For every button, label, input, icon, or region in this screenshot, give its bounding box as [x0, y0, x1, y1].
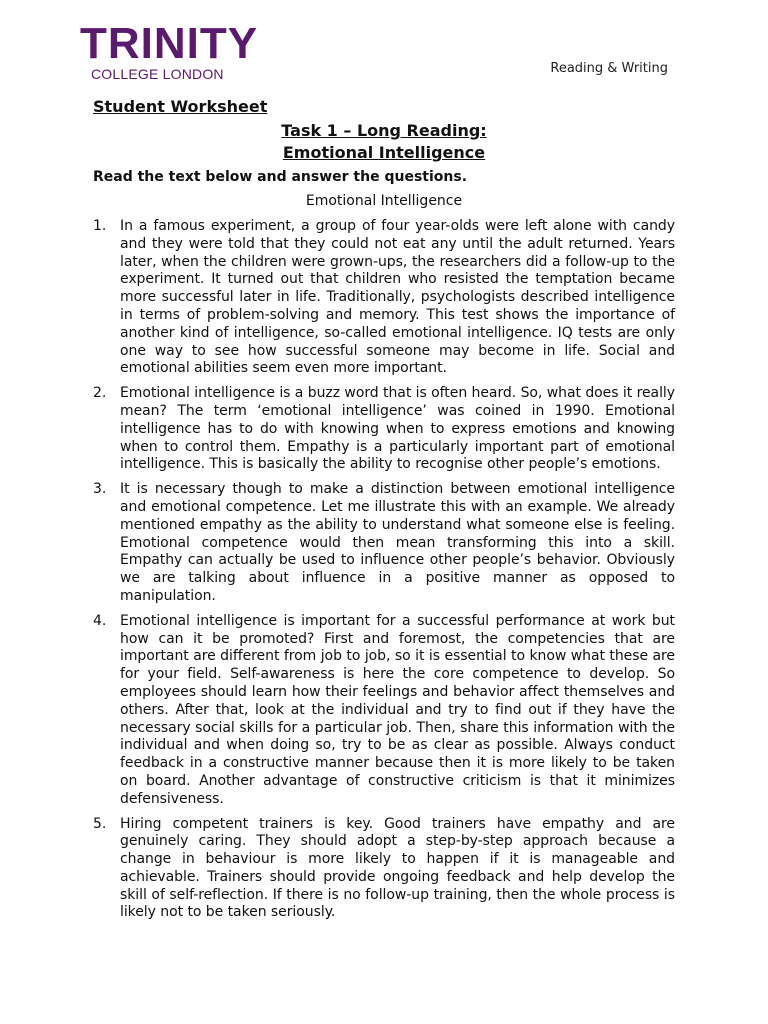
- logo-wordmark: TRINITY: [80, 19, 259, 68]
- paragraph-number: 4.: [93, 612, 107, 629]
- paragraph: [93, 385, 675, 474]
- trinity-logo: [80, 19, 280, 82]
- paragraph-text: Emotional intelligence is a buzz word that is often heard. So, what does it really mean? The term ‘emotional intelligence’ was coined in 1990. Emotional intelligence has to do with knowing when to express emotions and knowing when to control them. Empathy is a particularly important part of emotional intelligence. This is basically the ability to recognise other people’s emotions.: [120, 385, 675, 473]
- reading-text-title: Emotional Intelligence: [305, 193, 463, 209]
- paragraph-text: It is necessary though to make a distinction between emotional intelligence and emotional competence. Let me illustrate this with an example. We already mentioned empathy as the ability to understand what someone else is feeling. Emotional competence would then mean transforming this into a skill. Empathy can actually be used to influence other people’s behavior. Obviously we are talking about influence in a positive manner as opposed to manipulation.: [120, 481, 675, 604]
- section-label: Reading & Writing: [550, 61, 668, 76]
- paragraph-number: 2.: [93, 385, 107, 402]
- paragraph-number: 3.: [93, 481, 107, 498]
- task-title: [93, 120, 675, 164]
- paragraph: [93, 218, 675, 378]
- logo-subtitle: COLLEGE LONDON: [91, 66, 224, 82]
- instruction: Read the text below and answer the questions.: [93, 169, 468, 185]
- paragraph-number: 5.: [93, 815, 107, 832]
- reading-paragraphs: [93, 218, 675, 929]
- worksheet-title: Student Worksheet: [93, 97, 268, 116]
- paragraph-text: In a famous experiment, a group of four year-olds were left alone with candy and they were told that they could not eat any until the adult returned. Years later, when the children were grown-ups, the researchers did a follow-up to the experiment. It turned out that children who resisted the temptation became more successful later in life. Traditionally, psychologists described intelligence in terms of problem-solving and memory. This test shows the importance of another kind of intelligence, so-called emotional intelligence. IQ tests are only one way to see how successful someone may become in life. Social and emotional abilities seem even more important.: [120, 218, 675, 377]
- paragraph: [93, 613, 675, 809]
- task-title-line-2: Emotional Intelligence: [282, 143, 486, 162]
- paragraph-number: 1.: [93, 218, 107, 234]
- paragraph: [93, 481, 675, 606]
- paragraph-text: Hiring competent trainers is key. Good trainers have empathy and are genuinely caring. They should adopt a step-by-step approach because a change in behaviour is more likely to happen if it is manageable and achievable. Trainers should provide ongoing feedback and help develop the skill of self-reflection. If there is no follow-up training, then the whole process is likely not to be taken seriously.: [120, 815, 675, 921]
- paragraph: [93, 816, 675, 923]
- paragraph-text: Emotional intelligence is important for a successful performance at work but how can it be promoted? First and foremost, the competencies that are important are different from job to job, so it is essential to know what these are for your field. Self-awareness is here the core competence to develop. So employees should learn how their feelings and behavior affect themselves and others. After that, look at the individual and try to find out if they have the necessary social skills for a particular job. Then, share this information with the individual and when doing so, try to be as clear as possible. Always conduct feedback in a constructive manner because then it is more likely to be taken on board. Another advantage of constructive criticism is that it minimizes defensiveness.: [120, 612, 675, 807]
- task-title-line-1: Task 1 – Long Reading:: [281, 121, 487, 140]
